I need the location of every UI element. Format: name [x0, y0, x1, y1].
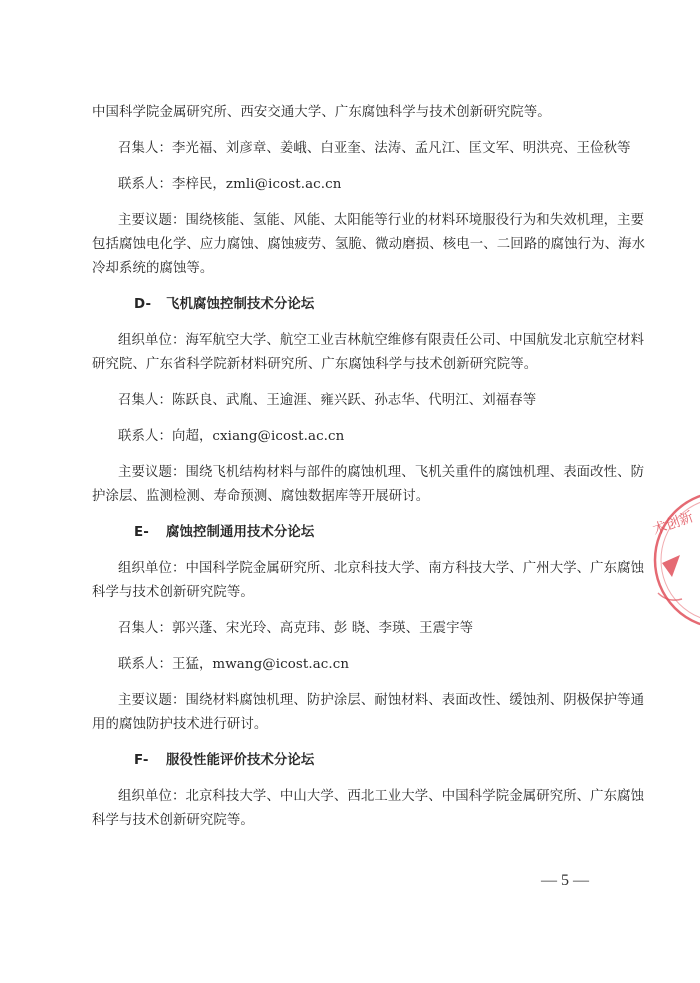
paragraph-line: 召集人：李光福、刘彦章、姜峨、白亚奎、法涛、孟凡江、匡文军、明洪亮、王俭秋等	[118, 141, 631, 156]
section-title: 腐蚀控制通用技术分论坛	[166, 525, 315, 540]
section-heading	[134, 751, 654, 771]
paragraph-line: 包括腐蚀电化学、应力腐蚀、腐蚀疲劳、氢脆、微动磨损、核电一、二回路的腐蚀行为、海水	[92, 237, 646, 252]
paragraph-line: 科学与技术创新研究院等。	[92, 813, 254, 828]
paragraph-line: 主要议题：围绕飞机结构材料与部件的腐蚀机理、飞机关重件的腐蚀机理、表面改性、防	[118, 465, 645, 480]
paragraph-line: 组织单位：中国科学院金属研究所、北京科技大学、南方科技大学、广州大学、广东腐蚀	[118, 561, 645, 576]
paragraph-line: 科学与技术创新研究院等。	[92, 585, 254, 600]
section-code: D-	[134, 297, 152, 312]
paragraph-line: 联系人：向超，cxiang@icost.ac.cn	[118, 429, 345, 444]
seal-stamp	[648, 485, 700, 635]
paragraph-line: 中国科学院金属研究所、西安交通大学、广东腐蚀科学与技术创新研究院等。	[92, 105, 551, 120]
paragraph-line: 冷却系统的腐蚀等。	[92, 261, 214, 276]
paragraph-line: 组织单位：北京科技大学、中山大学、西北工业大学、中国科学院金属研究所、广东腐蚀	[118, 789, 645, 804]
paragraph-line: 护涂层、监测检测、寿命预测、腐蚀数据库等开展研讨。	[92, 489, 430, 504]
svg-text:术创新: 术创新	[650, 509, 696, 539]
paragraph-line: 研究院、广东省科学院新材料研究所、广东腐蚀科学与技术创新研究院等。	[92, 357, 538, 372]
section-title: 飞机腐蚀控制技术分论坛	[166, 297, 315, 312]
section-heading	[134, 295, 654, 315]
paragraph-line: 联系人：王猛，mwang@icost.ac.cn	[118, 657, 350, 672]
paragraph-line: 召集人：陈跃良、武胤、王逾涯、雍兴跃、孙志华、代明江、刘福春等	[118, 393, 537, 408]
page-number: — 5 —	[541, 872, 589, 889]
paragraph-line: 主要议题：围绕核能、氢能、风能、太阳能等行业的材料环境服役行为和失效机理，主要	[118, 213, 645, 228]
paragraph-line: 用的腐蚀防护技术进行研讨。	[92, 717, 268, 732]
paragraph-line: 联系人：李梓民，zmli@icost.ac.cn	[118, 177, 342, 192]
paragraph-line: 主要议题：围绕材料腐蚀机理、防护涂层、耐蚀材料、表面改性、缓蚀剂、阴极保护等通	[118, 693, 645, 708]
section-heading	[134, 523, 654, 543]
section-title: 服役性能评价技术分论坛	[166, 753, 315, 768]
section-code: E-	[134, 525, 149, 540]
paragraph-line: 召集人：郭兴蓬、宋光玲、高克玮、彭 晓、李瑛、王震宇等	[118, 621, 474, 636]
seal-stamp-icon	[648, 485, 700, 635]
paragraph-line: 组织单位：海军航空大学、航空工业吉林航空维修有限责任公司、中国航发北京航空材料	[118, 333, 645, 348]
section-code: F-	[134, 753, 149, 768]
